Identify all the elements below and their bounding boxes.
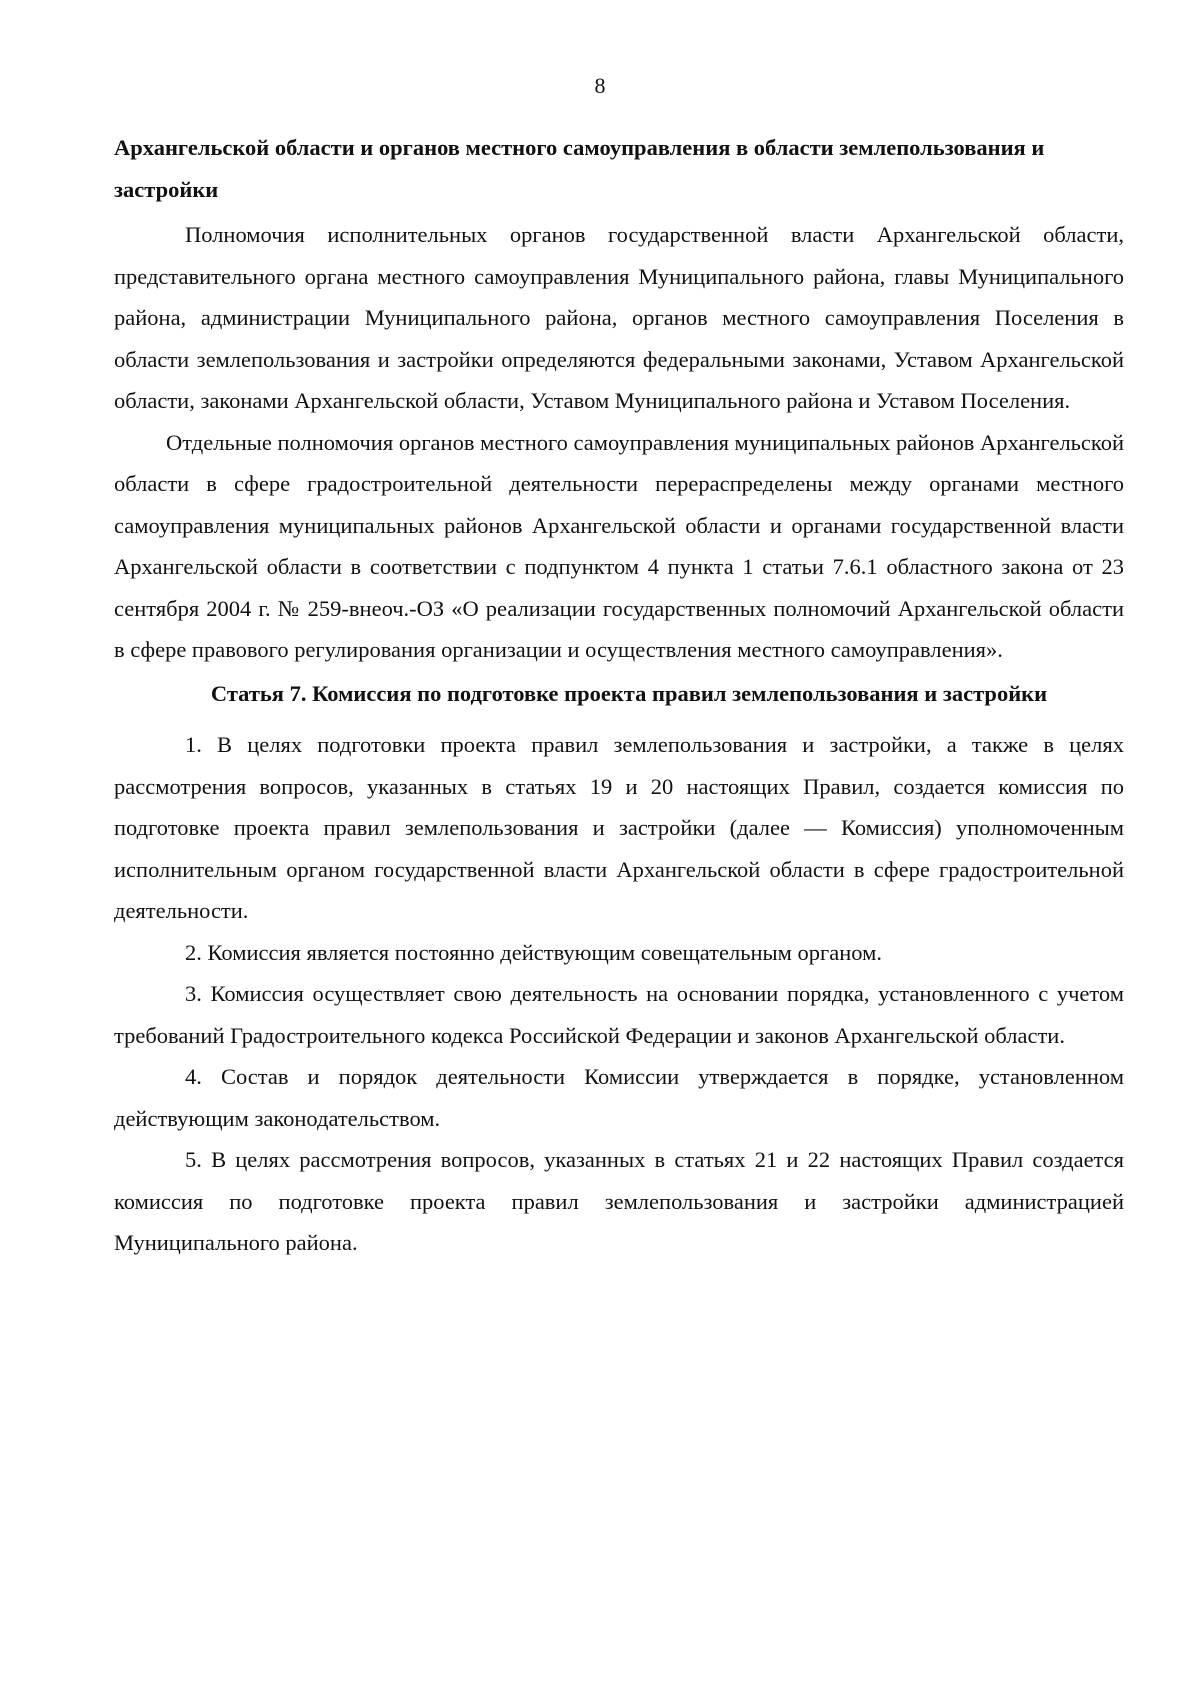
list-item-3: 3. Комиссия осуществляет свою деятельность на основании порядка, установленного с учетом требований Градостроительного кодекса Российской Федерации и законов Архангельской области.: [114, 981, 1124, 1048]
list-item-5: 5. В целях рассмотрения вопросов, указанных в статьях 21 и 22 настоящих Правил создается комиссия по подготовке проекта правил землепользования и застройки администрацией Муниципального района.: [114, 1147, 1124, 1255]
list-item-4: 4. Состав и порядок деятельности Комиссии утверждается в порядке, установленном действующим законодательством.: [114, 1064, 1124, 1131]
document-body: [114, 127, 1124, 1264]
paragraph-powers: Полномочия исполнительных органов государственной власти Архангельской области, представительного органа местного самоуправления Муниципального района, главы Муниципального района, администрации Муниципального района, органов местного самоуправления Поселения в области землепользования и застройки определяются федеральными законами, Уставом Архангельской области, законами Архангельской области, Уставом Муниципального района и Уставом Поселения.: [114, 222, 1124, 413]
list-item-1: 1. В целях подготовки проекта правил землепользования и застройки, а также в целях рассмотрения вопросов, указанных в статьях 19 и 20 настоящих Правил, создается комиссия по подготовке проекта правил землепользования и застройки (далее — Комиссия) уполномоченным исполнительным органом государственной власти Архангельской области в сфере градостроительной деятельности.: [114, 732, 1124, 923]
page-number: 8: [594, 73, 606, 98]
paragraph-redistributed-powers: Отдельные полномочия органов местного самоуправления муниципальных районов Архангельской области в сфере градостроительной деятельности перераспределены между органами местного самоуправления муниципальных районов Архангельской области и органами государственной власти Архангельской области в соответствии с подпунктом 4 пункта 1 статьи 7.6.1 областного закона от 23 сентября 2004 г. № 259-внеоч.-ОЗ «О реализации государственных полномочий Архангельской области в сфере правового регулирования организации и осуществления местного самоуправления».: [114, 429, 1124, 662]
list-item-2: 2. Комиссия является постоянно действующим совещательным органом.: [185, 939, 882, 965]
article-title: Статья 7. Комиссия по подготовке проекта правил землепользования и застройки: [210, 680, 1048, 706]
section-heading-continuation: Архангельской области и органов местного самоуправления в области землепользования и застройки: [114, 135, 1045, 202]
